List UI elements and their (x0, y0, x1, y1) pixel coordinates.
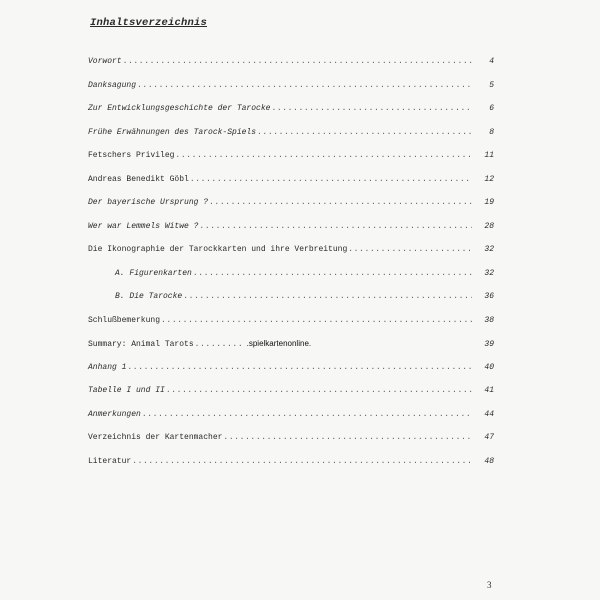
toc-entry-title: Wer war Lemmels Witwe ? (88, 221, 199, 231)
toc-entry-danksagung (88, 81, 494, 105)
toc-entry-page: 4 (489, 57, 494, 66)
toc-entry-title: Frühe Erwähnungen des Tarock-Spiels (88, 127, 257, 137)
toc-entry-die-tarocke (88, 292, 494, 316)
toc-entry-page: 44 (484, 409, 494, 419)
toc-entry-literatur (88, 457, 494, 481)
toc-entry-summary (88, 339, 494, 363)
leader-dots (257, 128, 472, 137)
toc-entry-title: Danksagung (88, 80, 137, 90)
toc-entry-page: 36 (484, 292, 494, 301)
toc-entry-title: Schlußbemerkung (88, 315, 161, 325)
toc-entry-title: A. Figurenkarten (115, 268, 192, 278)
toc-entry-page: 41 (484, 386, 494, 395)
page-number: 3 (487, 580, 492, 590)
toc-entry-title: Anhang 1 (88, 362, 127, 372)
toc-entry-vorwort (88, 57, 494, 81)
toc-entry-title: Literatur (88, 456, 132, 466)
toc-entry-fruehe-erwaehnungen (88, 128, 494, 152)
toc-entry-title: Vorwort (88, 57, 122, 66)
toc-entry-anmerkungen (88, 410, 494, 434)
toc-entry-page: 32 (484, 268, 494, 278)
leader-dots (123, 57, 472, 66)
toc-entry-page: 6 (489, 104, 494, 113)
toc-entry-entwicklungsgeschichte (88, 104, 494, 128)
toc-entry-page: 11 (484, 151, 494, 160)
toc-entry-page: 38 (484, 315, 494, 325)
toc-entry-schlussbemerkung (88, 316, 494, 340)
toc-entry-anhang (88, 363, 494, 387)
leader-dots (209, 198, 472, 207)
toc-entry-page: 12 (484, 174, 494, 184)
leader-dots (161, 316, 472, 325)
watermark-text: .spielkartenonline. (246, 339, 312, 348)
leader-dots (190, 175, 472, 184)
toc-entry-tabelle (88, 386, 494, 410)
leader-dots (195, 340, 243, 349)
toc-entry-title: Zur Entwicklungsgeschichte der Tarocke (88, 104, 271, 113)
toc-entry-page: 39 (484, 340, 494, 349)
toc-entry-kartenmacher (88, 433, 494, 457)
leader-dots (223, 433, 472, 442)
toc-entry-title: Fetschers Privileg (88, 151, 175, 160)
toc-heading: Inhaltsverzeichnis (90, 17, 208, 29)
toc-entry-ikonographie (88, 245, 494, 269)
toc-entry-title: Die Ikonographie der Tarockkarten und ihre Verbreitung (88, 245, 348, 254)
toc-entry-page: 8 (489, 127, 494, 137)
toc-entry-page: 28 (484, 221, 494, 231)
toc-entry-page: 19 (484, 198, 494, 207)
toc-entry-fetschers-privileg (88, 151, 494, 175)
leader-dots (348, 245, 472, 254)
toc-entry-page: 5 (489, 80, 494, 90)
leader-dots (271, 104, 472, 113)
toc-entry-figurenkarten (88, 269, 494, 293)
leader-dots (137, 81, 472, 90)
leader-dots (183, 292, 472, 301)
leader-dots (132, 457, 472, 466)
toc-entry-title: Der bayerische Ursprung ? (88, 198, 209, 207)
toc-entry-page: 48 (484, 456, 494, 466)
toc-entry-title: Anmerkungen (88, 409, 141, 419)
toc-entry-title: Verzeichnis der Kartenmacher (88, 433, 223, 442)
leader-dots (166, 386, 472, 395)
toc-entry-goebl (88, 175, 494, 199)
leader-dots (127, 363, 472, 372)
table-of-contents (88, 57, 494, 480)
toc-entry-page: 40 (484, 362, 494, 372)
leader-dots (142, 410, 472, 419)
toc-entry-title: B. Die Tarocke (115, 292, 183, 301)
toc-entry-page: 32 (484, 245, 494, 254)
toc-entry-title: Summary: Animal Tarots (88, 340, 194, 349)
leader-dots (175, 151, 472, 160)
leader-dots (199, 222, 472, 231)
toc-entry-title: Tabelle I und II (88, 386, 165, 395)
toc-entry-page: 47 (484, 433, 494, 442)
toc-entry-lemmels-witwe (88, 222, 494, 246)
toc-entry-title: Andreas Benedikt Göbl (88, 174, 189, 184)
leader-dots (193, 269, 472, 278)
toc-entry-bayerische-ursprung (88, 198, 494, 222)
